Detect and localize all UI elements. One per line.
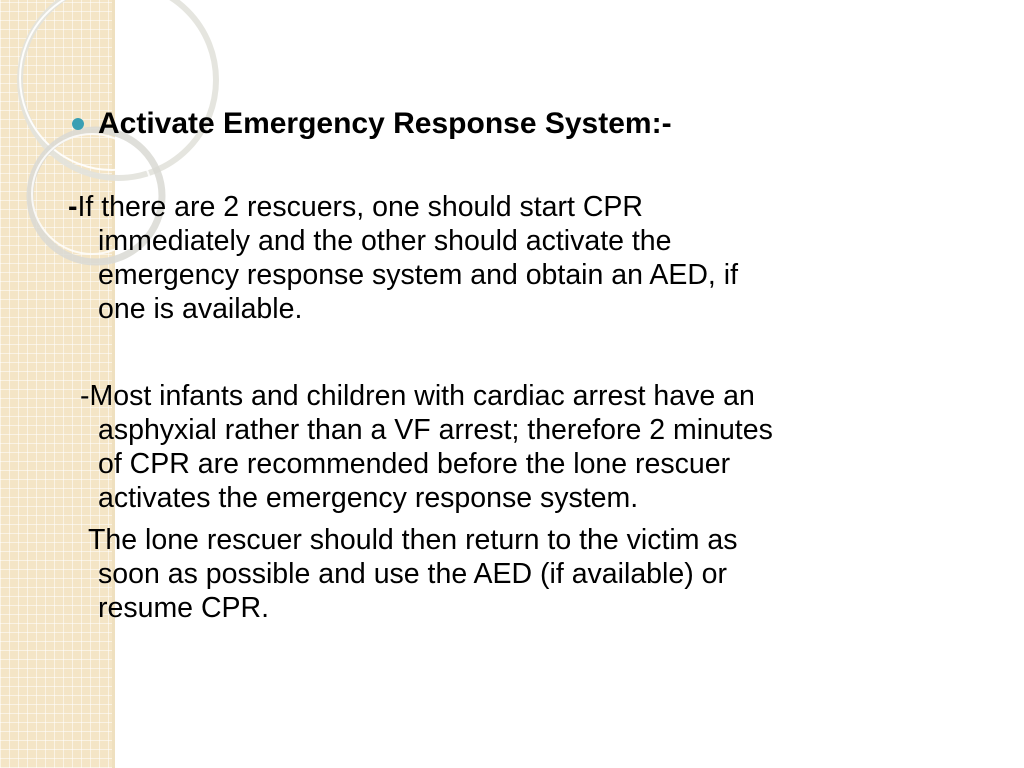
paragraph-line: immediately and the other should activate the	[98, 225, 672, 257]
paragraph-line: -Most infants and children with cardiac arrest have an	[80, 380, 755, 412]
paragraph-line: emergency response system and obtain an AED, if	[98, 259, 739, 291]
dash-marker: -	[68, 191, 78, 223]
paragraph-infants-children	[80, 379, 773, 515]
slide-heading: Activate Emergency Response System:-	[98, 107, 672, 140]
paragraph-line: The lone rescuer should then return to the victim as	[88, 524, 738, 556]
paragraph-line: activates the emergency response system.	[98, 482, 639, 514]
paragraph-line: -If there are 2 rescuers, one should start CPR	[68, 191, 644, 223]
paragraph-line: asphyxial rather than a VF arrest; therefore 2 minutes	[98, 414, 773, 446]
paragraph-line: one is available.	[98, 293, 303, 325]
bullet-icon	[72, 118, 84, 130]
paragraph-line: resume CPR.	[98, 592, 270, 624]
paragraph-line: soon as possible and use the AED (if available) or	[98, 558, 727, 590]
paragraph-line: of CPR are recommended before the lone rescuer	[98, 448, 731, 480]
paragraph-two-rescuers	[68, 190, 738, 326]
paragraph-lone-rescuer	[88, 523, 738, 625]
heading-row	[72, 104, 672, 144]
